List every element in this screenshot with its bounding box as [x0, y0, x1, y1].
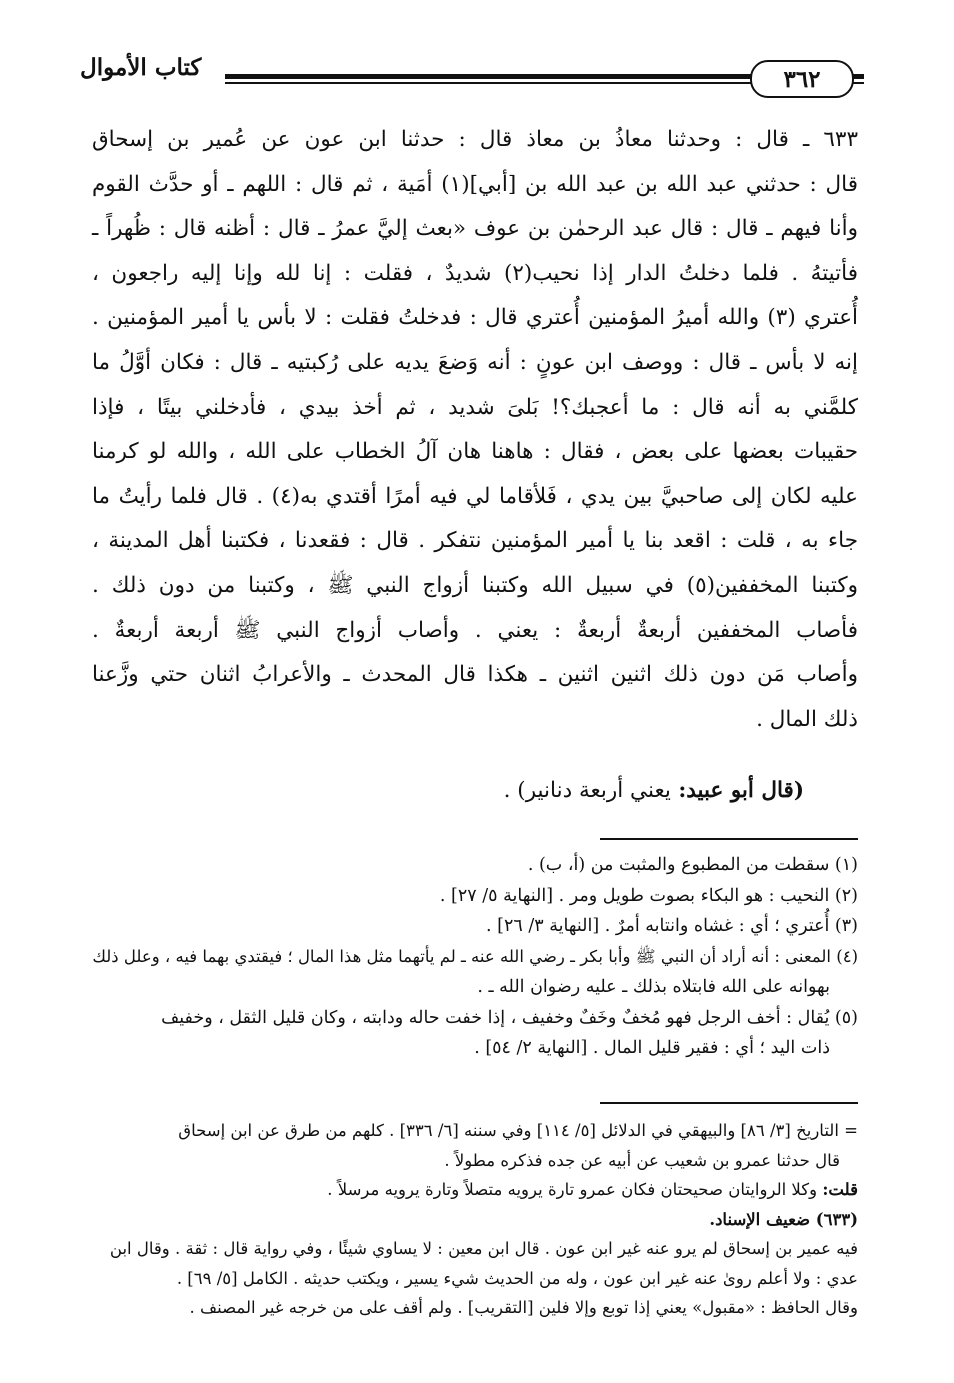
footnotes [92, 850, 858, 1064]
hadith-text [92, 118, 858, 742]
footnote-3: (٣) أُعتري ؛ أي : غشاه وانتابه أمرٌ . [النهاية ٣/ ٢٦] . [485, 916, 858, 936]
takhrij-line: عدي : ولا أعلم روىٰ عنه غير ابن عون ، وله من الحديث شيء يسير ، ويكتب حديثه . الكامل [٥/ ٦٩] . [176, 1268, 858, 1288]
footnote-5-cont: ذات اليد ؛ أي : فقير قليل المال . [النهاية ٢/ ٥٤] . [474, 1038, 830, 1058]
hadith-line: وكتبنا المخففين(٥) في سبيل الله وكتبنا أزواج النبي ﷺ ، وكتبنا من دون ذلك . [92, 572, 858, 598]
hadith-line: ذلك المال . [756, 706, 858, 732]
hadith-line: جاء به ، قلت : اقعد بنا يا أمير المؤمنين نتفكر . قال : فقعدنا ، فكتبنا أهل المدينة ، [92, 528, 858, 554]
abu-ubaid-text: يعني أربعة دنانير) . [503, 778, 671, 803]
hadith-line: قال : حدثني عبد الله بن عبد الله بن [أبي](١) أمَية ، ثم قال : اللهم ـ أو حدَّث القوم [92, 171, 859, 197]
grade-label: (٦٣٣) ضعيف الإسناد. [709, 1209, 858, 1229]
footnote-separator [600, 838, 858, 840]
qult-text: وكلا الروايتان صحيحتان فكان عمرو تارة يرويه متصلاً وتارة يرويه مرسلاً . [327, 1180, 818, 1199]
hadith-line: ٦٣٣ ـ قال : وحدثنا معاذُ بن معاذ قال : حدثنا ابن عون عن عُمير بن إسحاق [92, 127, 858, 152]
takhrij-line: = التاريخ [٣/ ٨٦] والبيهقي في الدلائل [٥/ ١١٤] وفي سننه [٦/ ٣٣٦] . كلهم من طرق عن ابن إسحاق [178, 1121, 858, 1140]
hadith-line: عليه لكان إلى صاحبيَّ بين يدي ، فَلأقاما لي فيه أمرًا أقتدي به(٤) . قال فلما رأيتُ ما [92, 483, 858, 509]
hadith-line: كلمَّني به أنه قال : ما أعجبك؟! بَلىَ شديد ، ثم أخذ بيدي ، فأدخلني بيتًا ، فإذا [92, 394, 858, 420]
takhrij-line: قال حدثنا عمرو بن شعيب عن أبيه عن جده فذكره مطولاً . [444, 1150, 840, 1170]
takhrij-qult [92, 1175, 858, 1205]
hadith-line: وأصاب مَن دون ذلك اثنين اثنين ـ هكذا قال المحدث ـ والأعرابُ اثنان حتي وزَّعنا [92, 662, 858, 688]
hadith-line: حقيبات بعضها على بعض ، فقال : هاهنا هان آلُ الخطاب على الله ، والله لو كرمنا [92, 439, 858, 465]
footnote-1: (١) سقطت من المطبوع والمثبت من (أ، ب) . [527, 855, 858, 875]
hadith-line: فأصاب المخففين أربعةٌ أربعةٌ : يعني . وأصاب أزواج النبي ﷺ أربعة أربعةٌ . [92, 617, 858, 643]
page-number: ٣٦٢ [750, 60, 854, 98]
takhrij-line: وقال الحافظ : «مقبول» يعني إذا توبع وإلا فلين [التقريب] . ولم أقف على من خرجه غير المصنف . [189, 1298, 858, 1317]
takhrij-line: فيه عمير بن إسحاق لم يرو عنه غير ابن عون . قال ابن معين : لا يساوي شيئًا ، وفي رواية قال : ثقة . وقال ابن [109, 1239, 858, 1258]
takhrij-grade [92, 1205, 858, 1235]
qult-label: قلت: [822, 1180, 858, 1199]
footnote-2: (٢) النحيب : هو البكاء بصوت طويل ومر . [النهاية ٥/ ٢٧] . [439, 885, 858, 906]
hadith-line: إنه لا بأس ـ قال : ووصف ابن عونٍ : أنه وَضعَ يديه على رُكبتيه ـ قال : فكان أوَّلُ ما [92, 349, 858, 375]
takhrij [92, 1116, 858, 1323]
takhrij-separator [600, 1102, 858, 1104]
page-header [80, 46, 864, 96]
footnote-4: (٤) المعنى : أنه أراد أن النبي ﷺ وأبا بكر ـ رضي الله عنه ـ لم يأتهما مثل هذا المال ؛ فيقتدي بهما فيه ، وعلل ذلك [92, 946, 858, 966]
footnote-5: (٥) يُقال : أخف الرجل فهو مُخفٌ وخَفٌ وخفيف ، إذا خفت حاله ودابته ، وكان قليل الثقل ، وخفيف [161, 1007, 858, 1028]
abu-ubaid-label: (قال أبو عبيد: [678, 778, 804, 803]
footnote-4-cont: بهوانه على الله فابتلاه بذلك ـ عليه رضوان الله ـ . [477, 977, 830, 997]
hadith-line: وأنا فيهم ـ قال : قال عبد الرحمٰن بن عوف «بعث إليَّ عمرُ ـ قال : أظنه قال : ظُهراً ـ [92, 216, 858, 242]
hadith-line: فأتيتهُ . فلما دخلتُ الدار إذا نحيب(٢) شديدٌ ، فقلت : إنا لله وإنا إليه راجعون ، [92, 260, 858, 286]
abu-ubaid-comment [504, 778, 804, 803]
book-title: كتاب الأموال [80, 54, 202, 81]
hadith-line: أُعتري (٣) والله أميرُ المؤمنين أُعتري قال : فدخلتُ فقلت : لا بأس يا أمير المؤمنين . [92, 305, 859, 331]
